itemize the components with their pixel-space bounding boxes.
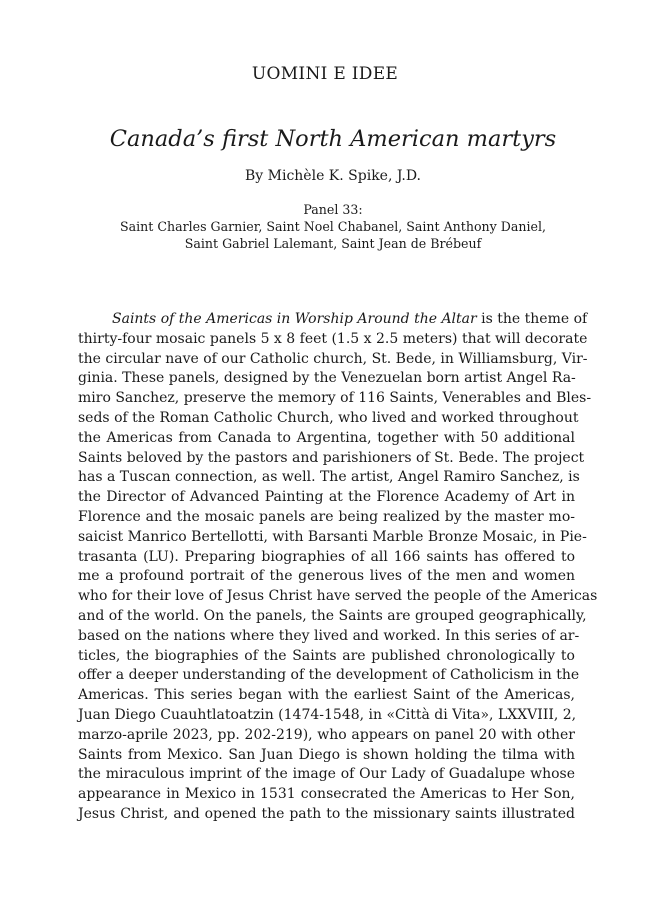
body-line: seds of the Roman Catholic Church, who lived and worked throughout — [78, 409, 579, 426]
lead-rest-text: is the theme of — [476, 311, 588, 327]
body-line: offer a deeper understanding of the development of Catholicism in the — [78, 667, 580, 684]
body-first-line — [78, 310, 588, 330]
body-line: Americas. This series began with the earliest Saint of the Americas, — [78, 687, 575, 704]
lead-italic-phrase: Saints of the Americas in Worship Around the Altar — [112, 311, 477, 327]
body-line: trasanta (LU). Preparing biographies of all 166 saints has offered to — [78, 548, 575, 565]
body-line: Florence and the mosaic panels are being realized by the master mo- — [78, 508, 575, 525]
body-line: has a Tuscan connection, as well. The artist, Angel Ramiro Sanchez, is — [78, 469, 580, 486]
article-body — [78, 310, 598, 825]
saints-list-line: Saint Charles Garnier, Saint Noel Chabanel, Saint Anthony Daniel, — [120, 219, 546, 234]
article-title: Canada’s first North American martyrs — [109, 126, 557, 152]
body-line: ginia. These panels, designed by the Venezuelan born artist Angel Ra- — [78, 370, 576, 387]
body-line: marzo-aprile 2023, pp. 202-219), who appears on panel 20 with other — [78, 726, 575, 743]
body-line: Saints from Mexico. San Juan Diego is shown holding the tilma with — [78, 746, 575, 763]
body-line: the Americas from Canada to Argentina, together with 50 additional — [78, 429, 575, 446]
body-line: Saints beloved by the pastors and parishioners of St. Bede. The project — [78, 449, 585, 466]
body-line: miro Sanchez, preserve the memory of 116 Saints, Venerables and Bles- — [78, 390, 592, 407]
body-line: the circular nave of our Catholic church, St. Bede, in Williamsburg, Vir- — [78, 350, 588, 367]
body-line: who for their love of Jesus Christ have served the people of the Americas — [78, 588, 598, 605]
panel-caption — [0, 201, 650, 252]
body-line: thirty-four mosaic panels 5 x 8 feet (1.5 x 2.5 meters) that will decorate — [78, 330, 588, 347]
body-line: the Director of Advanced Painting at the Florence Academy of Art in — [78, 489, 575, 506]
body-line: based on the nations where they lived and worked. In this series of ar- — [78, 627, 580, 644]
panel-number: Panel 33: — [303, 202, 363, 217]
author-byline: By Michèle K. Spike, J.D. — [244, 168, 422, 184]
body-line: Jesus Christ, and opened the path to the missionary saints illustrated — [78, 805, 575, 822]
body-line: Juan Diego Cuauhtlatoatzin (1474-1548, in «Città di Vita», LXXVIII, 2, — [78, 706, 577, 723]
body-line: the miraculous imprint of the image of Our Lady of Guadalupe whose — [78, 766, 575, 783]
body-line: appearance in Mexico in 1531 consecrated the Americas to Her Son, — [78, 786, 575, 803]
body-line: saicist Manrico Bertellotti, with Barsanti Marble Bronze Mosaic, in Pie- — [78, 528, 587, 545]
body-line: ticles, the biographies of the Saints are published chronologically to — [78, 647, 575, 664]
section-heading: UOMINI E IDEE — [251, 64, 399, 84]
saints-list-line: Saint Gabriel Lalemant, Saint Jean de Brébeuf — [184, 236, 482, 251]
body-line: and of the world. On the panels, the Saints are grouped geographically, — [78, 607, 587, 624]
body-line: me a profound portrait of the generous lives of the men and women — [78, 568, 575, 585]
